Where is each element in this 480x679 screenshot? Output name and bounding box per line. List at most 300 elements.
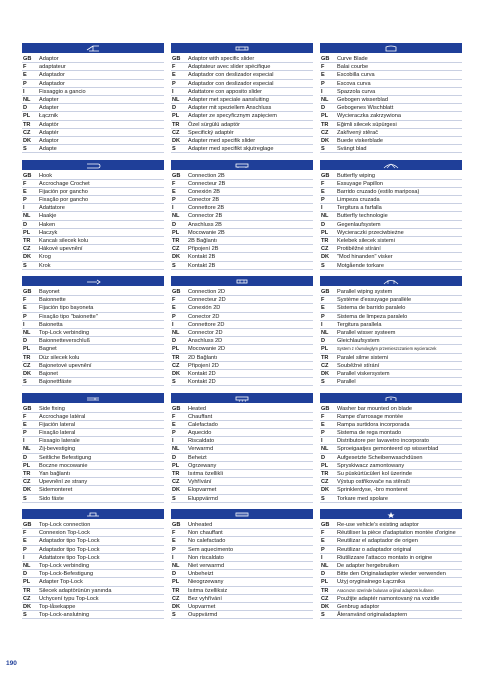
translation-row: [171, 245, 313, 253]
language-code: PL: [172, 579, 180, 586]
translation-text: Connector 2B: [188, 213, 223, 220]
translation-text: Adattatore con apposito slider: [188, 88, 263, 95]
translation-row: [171, 554, 313, 562]
language-code: D: [23, 221, 28, 228]
language-code: NL: [172, 329, 180, 336]
translation-row: [22, 354, 164, 362]
translation-text: Curve Blade: [337, 56, 368, 62]
panel-header: [171, 43, 313, 53]
language-code: E: [23, 305, 27, 312]
translation-row: [22, 429, 164, 437]
language-code: E: [172, 421, 176, 428]
translation-row: [320, 562, 462, 570]
translation-text: Mocowanie 2B: [188, 229, 225, 236]
translation-list: [22, 170, 164, 270]
legend-row: [22, 160, 462, 277]
translation-text: Vyhřívání: [188, 479, 212, 486]
language-code: DK: [172, 487, 181, 494]
language-code: D: [23, 571, 28, 578]
translation-row: [22, 562, 164, 570]
translation-row: [320, 362, 462, 370]
translation-text: Ogrzewany: [188, 462, 217, 469]
translation-text: Adaptor: [39, 56, 59, 62]
language-code: DK: [23, 487, 32, 494]
translation-row: [320, 537, 462, 545]
translation-row: [171, 611, 313, 619]
language-code: E: [172, 188, 176, 195]
panel-header: [22, 276, 164, 286]
translation-row: [320, 470, 462, 478]
language-code: GB: [321, 56, 330, 62]
translation-row: [22, 370, 164, 378]
legend-panel: [22, 43, 164, 160]
translation-row: [171, 329, 313, 337]
translation-row: [171, 121, 313, 129]
translation-text: Adaptör: [39, 121, 59, 128]
translation-row: [171, 546, 313, 554]
translation-text: Connecteur 2B: [188, 180, 226, 187]
translation-row: [171, 378, 313, 386]
translation-text: Adattatore: [39, 205, 65, 212]
translation-row: [320, 229, 462, 237]
language-code: CZ: [321, 479, 329, 486]
language-code: NL: [23, 562, 31, 569]
legend-panel: [320, 509, 462, 626]
language-code: PL: [172, 462, 180, 469]
language-code: NL: [172, 213, 180, 220]
translation-text: Sistema de barrido paralelo: [337, 305, 406, 312]
translation-text: Adaptador: [39, 72, 65, 79]
language-code: TR: [321, 471, 329, 477]
translation-text: adaptateur: [39, 64, 66, 71]
language-code: GB: [23, 172, 32, 179]
translation-row: [171, 137, 313, 145]
translation-text: Kontakt 2D: [188, 370, 216, 377]
translation-text: Calefactado: [188, 421, 218, 428]
translation-row: [171, 587, 313, 595]
language-code: DK: [172, 137, 181, 144]
translation-row: [320, 104, 462, 112]
translation-text: Accrochage latéral: [39, 413, 86, 420]
language-code: I: [23, 554, 25, 561]
translation-row: [320, 80, 462, 88]
language-code: E: [321, 72, 325, 79]
translation-row: [171, 63, 313, 71]
language-code: PL: [321, 346, 329, 353]
language-code: P: [321, 430, 325, 437]
translation-text: Výstup ostřikovače na stěrači: [337, 479, 410, 486]
translation-row: [171, 478, 313, 486]
translation-text: Su püskürtücüleri kol üzerinde: [337, 471, 412, 477]
translation-text: Upevnění ze strany: [39, 479, 88, 486]
translation-row: [320, 304, 462, 312]
translation-row: [22, 587, 164, 595]
language-code: I: [23, 88, 25, 95]
translation-row: [320, 237, 462, 245]
translation-row: [171, 370, 313, 378]
language-code: E: [321, 538, 325, 545]
translation-row: [171, 354, 313, 362]
language-code: S: [23, 379, 27, 386]
language-code: PL: [321, 229, 329, 236]
language-code: F: [23, 180, 27, 187]
language-code: P: [172, 313, 176, 320]
language-code: CZ: [321, 595, 329, 602]
translation-text: Connettore 2D: [188, 321, 225, 328]
translation-row: [22, 121, 164, 129]
language-code: PL: [321, 462, 329, 469]
translation-text: Spryskiwacz zamontowany: [337, 462, 405, 469]
translation-text: Fissagio laterale: [39, 438, 80, 445]
translation-row: [320, 486, 462, 494]
language-code: TR: [321, 587, 329, 594]
translation-text: Sprinklerdyse, -bro monteret: [337, 487, 408, 494]
translation-text: Yan bağlantı: [39, 471, 70, 477]
translation-text: Bayonet: [39, 289, 60, 295]
legend-panel: [171, 160, 313, 277]
translation-row: [22, 478, 164, 486]
legend-panel: [22, 393, 164, 510]
translation-text: Parallel: [337, 379, 356, 386]
translation-text: Sido fäste: [39, 495, 64, 502]
language-code: P: [172, 197, 176, 204]
language-code: I: [23, 205, 25, 212]
translation-text: Fixação lateral: [39, 430, 76, 437]
translation-list: [22, 286, 164, 386]
translation-text: Adapter ze specyficznym zapięciem: [188, 113, 277, 120]
language-code: CZ: [23, 246, 31, 253]
language-code: GB: [172, 172, 181, 179]
language-code: NL: [23, 96, 31, 103]
translation-row: [320, 454, 462, 462]
translation-row: [320, 603, 462, 611]
translation-row: [171, 413, 313, 421]
translation-text: Sproeigaatjes gemonteerd op wisserblad: [337, 446, 439, 453]
language-code: S: [172, 379, 176, 386]
legend-row: [22, 43, 462, 160]
language-code: GB: [321, 172, 330, 179]
translation-row: [320, 546, 462, 554]
language-code: DK: [172, 370, 181, 377]
translation-text: Tergitura parallela: [337, 321, 382, 328]
translation-row: [22, 172, 164, 180]
translation-text: Aufgesetzte Scheibenwaschdüsen: [337, 454, 423, 461]
translation-list: [320, 170, 462, 270]
translation-text: Anschluss 2B: [188, 221, 222, 228]
language-code: P: [23, 313, 27, 320]
legend-panel: [171, 43, 313, 160]
language-code: F: [321, 413, 325, 420]
language-code: CZ: [172, 362, 180, 369]
translation-row: [22, 570, 164, 578]
translation-text: "Mod hinanden" visker: [337, 254, 393, 261]
language-code: I: [172, 205, 174, 212]
translation-row: [22, 521, 164, 529]
translation-text: Fissaggio a gancio: [39, 88, 86, 95]
translation-row: [22, 537, 164, 545]
translation-row: [320, 88, 462, 96]
translation-row: [320, 63, 462, 71]
translation-row: [171, 603, 313, 611]
language-code: GB: [23, 56, 32, 62]
translation-row: [22, 55, 164, 63]
translation-row: [171, 495, 313, 503]
translation-text: Fijación por gancho: [39, 188, 88, 195]
language-code: E: [172, 305, 176, 312]
translation-text: Baionnette: [39, 297, 66, 304]
translation-text: Adapter met speciale aansluiting: [188, 96, 269, 103]
translation-text: No calefactado: [188, 538, 226, 545]
translation-text: Adattatore tipo Top-Lock: [39, 554, 100, 561]
translation-row: [171, 145, 313, 153]
translation-row: [171, 570, 313, 578]
translation-row: [171, 313, 313, 321]
translation-list: [171, 403, 313, 503]
language-code: DK: [23, 137, 32, 144]
translation-text: Kancalı silecek kolu: [39, 238, 89, 244]
translation-row: [22, 529, 164, 537]
translation-row: [22, 245, 164, 253]
translation-row: [171, 172, 313, 180]
translation-row: [320, 405, 462, 413]
language-code: S: [321, 612, 325, 619]
translation-row: [171, 221, 313, 229]
translation-text: Reutilizar el adaptador de origen: [337, 538, 418, 545]
translation-list: [171, 519, 313, 619]
translation-row: [320, 462, 462, 470]
translation-text: Souběžné stírání: [337, 362, 380, 369]
panel-header: [320, 43, 462, 53]
translation-row: [171, 253, 313, 261]
translation-text: Connection 2B: [188, 172, 225, 179]
translation-row: [171, 537, 313, 545]
translation-text: Riutilizzare l'attacco montato in origine: [337, 554, 433, 561]
language-code: TR: [172, 587, 180, 594]
translation-text: Unheated: [188, 522, 213, 528]
translation-row: [171, 212, 313, 220]
language-code: E: [321, 188, 325, 195]
translation-list: [171, 170, 313, 270]
translation-row: [22, 253, 164, 261]
panel-header: [320, 276, 462, 286]
translation-row: [22, 145, 164, 153]
translation-row: [171, 80, 313, 88]
translation-row: [171, 71, 313, 79]
language-code: DK: [321, 137, 330, 144]
panel-header: [171, 276, 313, 286]
translation-row: [171, 470, 313, 478]
panel-header: [320, 393, 462, 403]
translation-row: [320, 529, 462, 537]
language-code: TR: [23, 587, 31, 594]
translation-text: Krog: [39, 254, 51, 261]
translation-text: Torkare med spolare: [337, 495, 388, 502]
translation-row: [320, 129, 462, 137]
language-code: F: [172, 297, 176, 304]
translation-text: Gebogenes Wischblatt: [337, 105, 394, 112]
translation-text: Sidemonteret: [39, 487, 73, 494]
translation-text: Nieogrzewany: [188, 579, 224, 586]
translation-row: [320, 378, 462, 386]
translation-row: [171, 454, 313, 462]
language-code: D: [172, 338, 177, 345]
language-code: S: [23, 495, 27, 502]
translation-text: Adaptor: [39, 137, 59, 144]
language-code: P: [321, 546, 325, 553]
language-code: CZ: [172, 595, 180, 602]
translation-row: [171, 462, 313, 470]
translation-text: Použijte adaptér namontovaný na vozidle: [337, 595, 440, 602]
translation-row: [22, 296, 164, 304]
translation-text: Top-Lock verbinding: [39, 329, 90, 336]
translation-text: Top-Lock connection: [39, 522, 91, 528]
translation-text: Butterfly technologie: [337, 213, 388, 220]
language-code: TR: [172, 354, 180, 361]
language-code: CZ: [23, 595, 31, 602]
language-code: F: [321, 180, 325, 187]
translation-text: Adapte: [39, 146, 57, 153]
language-code: F: [321, 297, 325, 304]
translation-text: Adapter med specifik slider: [188, 137, 256, 144]
translation-text: Seitliche Befestigung: [39, 454, 92, 461]
translation-row: [22, 546, 164, 554]
translation-text: Reutilizar o adaptador original: [337, 546, 412, 553]
translation-row: [22, 470, 164, 478]
language-code: F: [23, 413, 27, 420]
translation-row: [22, 129, 164, 137]
translation-row: [22, 313, 164, 321]
legend-row: [22, 393, 462, 510]
language-code: S: [23, 612, 27, 619]
translation-row: [320, 121, 462, 129]
translation-row: [171, 104, 313, 112]
translation-text: Connection 2D: [188, 289, 226, 295]
language-code: PL: [172, 113, 180, 120]
legend-panel: [320, 160, 462, 277]
translation-text: Sem aquecimento: [188, 546, 234, 553]
language-code: F: [321, 64, 325, 71]
translation-row: [320, 55, 462, 63]
translation-text: Boczne mocowanie: [39, 462, 88, 469]
translation-text: Isıtma özellikli: [188, 471, 223, 477]
translation-text: Użyj oryginalnego Łącznika: [337, 579, 406, 586]
translation-text: Adaptateur avec slider spécifique: [188, 64, 271, 71]
language-code: I: [172, 321, 174, 328]
translation-text: Re-use vehicle's existing adaptor: [337, 522, 419, 528]
translation-row: [22, 196, 164, 204]
translation-text: Verwarmd: [188, 446, 214, 453]
translation-row: [320, 180, 462, 188]
translation-row: [320, 570, 462, 578]
language-code: TR: [172, 121, 180, 128]
language-code: S: [23, 146, 27, 153]
translation-row: [320, 554, 462, 562]
translation-list: [320, 519, 462, 619]
translation-row: [22, 96, 164, 104]
language-code: CZ: [321, 246, 329, 253]
translation-text: Bajonet: [39, 370, 58, 377]
translation-text: Fijación lateral: [39, 421, 76, 428]
translation-row: [320, 262, 462, 270]
translation-text: Připojení 2D: [188, 362, 219, 369]
translation-row: [320, 204, 462, 212]
translation-row: [22, 595, 164, 603]
language-code: GB: [172, 522, 181, 528]
translation-text: Připojení 2B: [188, 246, 219, 253]
translation-text: Kelebek silecek sistemi: [337, 238, 395, 244]
translation-row: [171, 112, 313, 120]
translation-row: [22, 204, 164, 212]
panel-header: [22, 393, 164, 403]
translation-row: [22, 462, 164, 470]
panel-header: [22, 509, 164, 519]
translation-text: Sistema de rega montado: [337, 430, 402, 437]
translation-row: [22, 212, 164, 220]
language-code: D: [321, 454, 326, 461]
language-code: D: [172, 105, 177, 112]
translation-row: [320, 313, 462, 321]
translation-row: [320, 337, 462, 345]
translation-text: Top-låsekappe: [39, 603, 76, 610]
translation-text: Specifický adaptér: [188, 129, 234, 136]
translation-text: Conexión 2B: [188, 188, 221, 195]
translation-row: [171, 96, 313, 104]
language-code: TR: [321, 238, 329, 244]
translation-text: Uchycení typu Top-Lock: [39, 595, 99, 602]
language-code: S: [321, 495, 325, 502]
translation-row: [320, 71, 462, 79]
translation-text: Gegenlaufsystem: [337, 221, 381, 228]
language-code: I: [321, 88, 323, 95]
language-code: E: [23, 538, 27, 545]
language-code: NL: [321, 213, 329, 220]
translation-row: [171, 229, 313, 237]
language-code: DK: [23, 254, 32, 261]
language-code: P: [321, 313, 325, 320]
translation-row: [22, 288, 164, 296]
translation-text: Hákové upevnění: [39, 246, 83, 253]
translation-row: [171, 321, 313, 329]
language-code: S: [23, 262, 27, 269]
language-code: TR: [172, 238, 180, 244]
translation-text: Accrochage Crochet: [39, 180, 90, 187]
translation-row: [22, 104, 164, 112]
panel-header: [22, 160, 164, 170]
language-code: F: [321, 530, 325, 537]
translation-row: [171, 486, 313, 494]
translation-text: Silecek adaptörünün yanında: [39, 587, 112, 594]
translation-row: [22, 362, 164, 370]
translation-list: [22, 519, 164, 619]
translation-row: [22, 554, 164, 562]
language-code: E: [321, 421, 325, 428]
translation-text: Wycieraczka zakrzywiona: [337, 113, 401, 120]
translation-row: [320, 196, 462, 204]
language-code: TR: [23, 354, 31, 361]
language-code: P: [321, 197, 325, 204]
translation-text: Kontakt 2B: [188, 254, 216, 261]
language-code: P: [172, 546, 176, 553]
language-code: D: [172, 454, 177, 461]
language-code: D: [321, 105, 326, 112]
translation-text: Washer bar mounted on blade: [337, 405, 413, 412]
translation-row: [22, 578, 164, 586]
language-code: P: [23, 546, 27, 553]
translation-list: [171, 286, 313, 386]
translation-row: [320, 321, 462, 329]
language-code: I: [321, 321, 323, 328]
translation-text: Krok: [39, 262, 51, 269]
